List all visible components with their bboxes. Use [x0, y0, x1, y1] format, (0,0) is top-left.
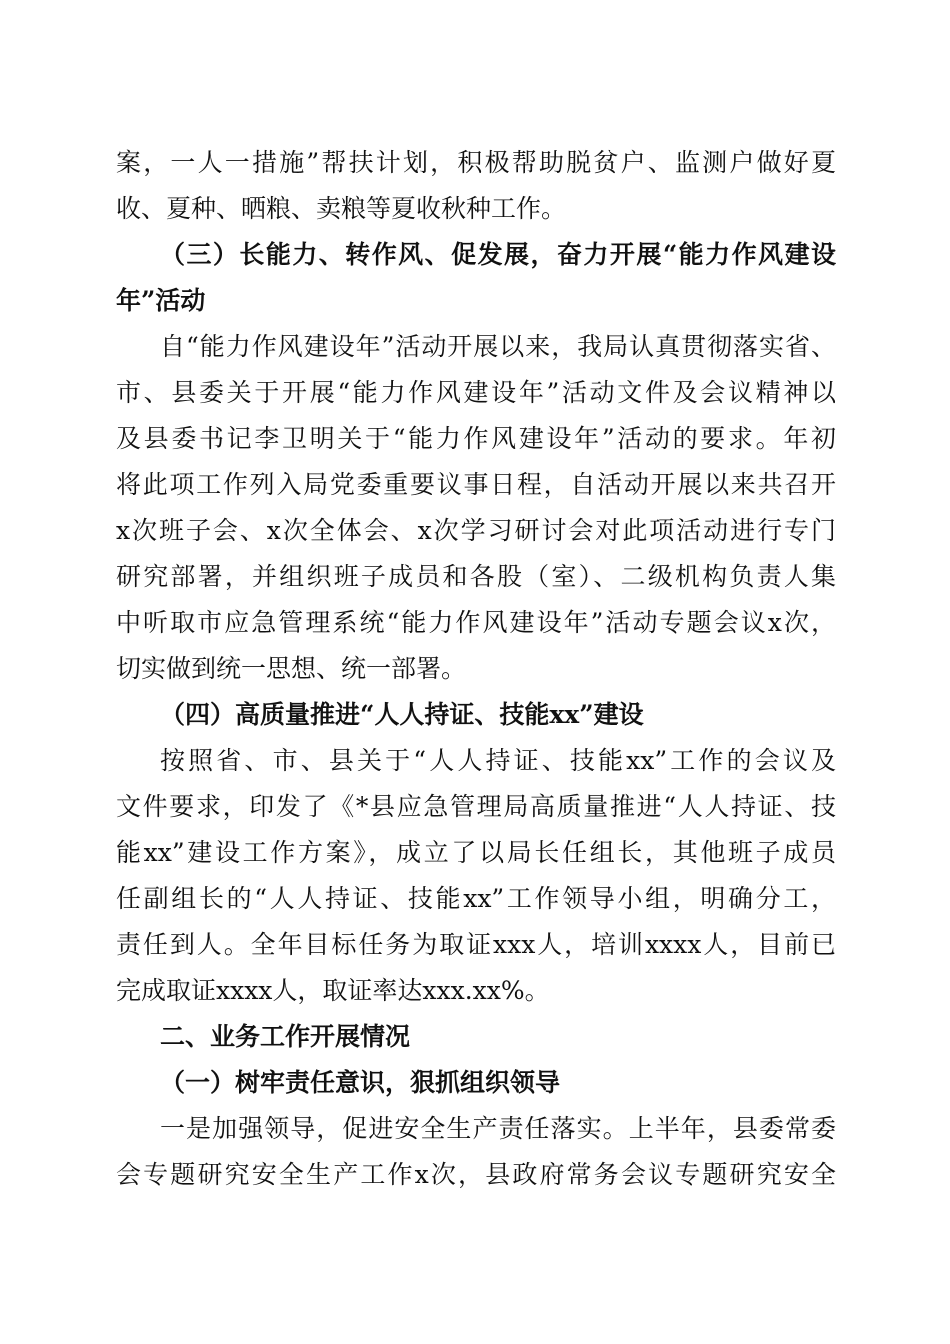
section-heading: 年”活动 — [116, 286, 206, 315]
paragraph-line: 文件要求，印发了《*县应急管理局高质量推进“人人持证、技 — [116, 792, 836, 821]
paragraph-line: 中听取市应急管理系统“能力作风建设年”活动专题会议x次， — [116, 608, 836, 637]
paragraph-line: 市、县委关于开展“能力作风建设年”活动文件及会议精神以 — [116, 378, 836, 407]
paragraph-line: 案，一人一措施”帮扶计划，积极帮助脱贫户、监测户做好夏 — [116, 148, 836, 177]
paragraph-line: 研究部署，并组织班子成员和各股（室）、二级机构负责人集 — [116, 562, 836, 591]
paragraph-line: 责任到人。全年目标任务为取证xxx人，培训xxxx人，目前已 — [116, 930, 836, 959]
section-heading: （三）长能力、转作风、促发展，奋力开展“能力作风建设 — [160, 240, 836, 269]
paragraph-line: 收、夏种、晒粮、卖粮等夏收秋种工作。 — [116, 194, 567, 223]
paragraph-line: 将此项工作列入局党委重要议事日程，自活动开展以来共召开 — [116, 470, 836, 499]
chapter-heading: 二、业务工作开展情况 — [160, 1022, 411, 1051]
section-heading: （四）高质量推进“人人持证、技能xx”建设 — [160, 700, 644, 729]
paragraph-line: 自“能力作风建设年”活动开展以来，我局认真贯彻落实省、 — [160, 332, 836, 361]
paragraph-line: 完成取证xxxx人，取证率达xxx.xx%。 — [116, 976, 550, 1005]
paragraph-line: 及县委书记李卫明关于“能力作风建设年”活动的要求。年初 — [116, 424, 836, 453]
paragraph-line: x次班子会、x次全体会、x次学习研讨会对此项活动进行专门 — [116, 516, 836, 545]
paragraph-line: 按照省、市、县关于“人人持证、技能xx”工作的会议及 — [160, 746, 836, 775]
paragraph-line: 任副组长的“人人持证、技能xx”工作领导小组，明确分工， — [116, 884, 836, 913]
paragraph-line: 一是加强领导，促进安全生产责任落实。上半年，县委常委 — [160, 1114, 836, 1143]
paragraph-line: 会专题研究安全生产工作x次，县政府常务会议专题研究安全 — [116, 1160, 836, 1189]
section-heading: （一）树牢责任意识，狠抓组织领导 — [160, 1068, 561, 1097]
paragraph-line: 能xx”建设工作方案》，成立了以局长任组长，其他班子成员 — [116, 838, 836, 867]
paragraph-line: 切实做到统一思想、统一部署。 — [116, 654, 467, 683]
